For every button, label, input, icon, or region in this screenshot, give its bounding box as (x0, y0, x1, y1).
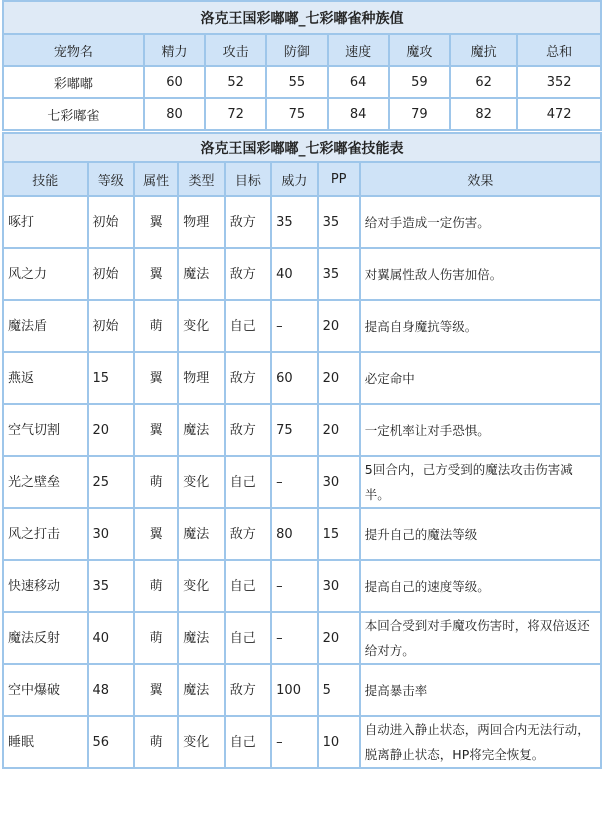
skill-pp-cell: 5 (319, 665, 359, 715)
skill-power-cell: – (272, 717, 316, 767)
skills-body (4, 197, 600, 767)
skill-pp-cell: 15 (319, 509, 359, 559)
skill-pp-cell: 20 (319, 353, 359, 403)
skill-power-cell: – (272, 613, 316, 663)
skill-type-cell: 魔法 (179, 509, 223, 559)
stats-cell: 352 (518, 67, 600, 97)
table-row (4, 353, 600, 403)
skill-power-cell: 100 (272, 665, 316, 715)
stats-header-cell: 防御 (267, 35, 326, 65)
skill-level-cell: 56 (89, 717, 133, 767)
skills-header-cell: 威力 (272, 163, 316, 195)
skill-effect-cell: 本回合受到对手魔攻伤害时，将双倍返还给对方。 (361, 613, 600, 663)
skill-name-cell: 魔法盾 (4, 301, 87, 351)
table-row (4, 301, 600, 351)
table-row (4, 717, 600, 767)
skill-target-cell: 敌方 (226, 405, 270, 455)
skill-effect-cell: 提升自己的魔法等级 (361, 509, 600, 559)
skill-target-cell: 敌方 (226, 665, 270, 715)
skill-pp-cell: 30 (319, 561, 359, 611)
skill-attribute-cell: 萌 (135, 561, 177, 611)
skill-type-cell: 魔法 (179, 405, 223, 455)
stats-table (2, 0, 602, 131)
stats-cell: 79 (390, 99, 449, 129)
skill-pp-cell: 20 (319, 301, 359, 351)
skill-pp-cell: 20 (319, 613, 359, 663)
stats-header-cell: 魔抗 (451, 35, 516, 65)
stats-header-cell: 攻击 (206, 35, 265, 65)
skill-type-cell: 魔法 (179, 249, 223, 299)
stats-cell: 60 (145, 67, 204, 97)
stats-header-cell: 速度 (329, 35, 388, 65)
skills-header-row (4, 163, 600, 195)
skill-power-cell: – (272, 301, 316, 351)
skills-header-cell: 目标 (226, 163, 270, 195)
skills-header-cell: 技能 (4, 163, 87, 195)
skill-name-cell: 风之力 (4, 249, 87, 299)
skill-name-cell: 睡眠 (4, 717, 87, 767)
skills-table-title: 洛克王国彩嘟嘟_七彩嘟雀技能表 (4, 134, 600, 161)
skills-header-cell: 效果 (361, 163, 600, 195)
skill-name-cell: 快速移动 (4, 561, 87, 611)
skill-type-cell: 变化 (179, 301, 223, 351)
skill-level-cell: 40 (89, 613, 133, 663)
skill-target-cell: 敌方 (226, 509, 270, 559)
skill-name-cell: 光之壁垒 (4, 457, 87, 507)
skill-effect-cell: 必定命中 (361, 353, 600, 403)
stats-header-cell: 总和 (518, 35, 600, 65)
skill-effect-cell: 5回合内，己方受到的魔法攻击伤害减半。 (361, 457, 600, 507)
skill-power-cell: – (272, 561, 316, 611)
skill-pp-cell: 35 (319, 197, 359, 247)
skill-type-cell: 魔法 (179, 613, 223, 663)
skill-attribute-cell: 翼 (135, 509, 177, 559)
table-row (4, 197, 600, 247)
skill-attribute-cell: 翼 (135, 665, 177, 715)
skill-level-cell: 初始 (89, 301, 133, 351)
skill-level-cell: 20 (89, 405, 133, 455)
skill-name-cell: 空中爆破 (4, 665, 87, 715)
table-row (4, 665, 600, 715)
table-row (4, 249, 600, 299)
skill-type-cell: 变化 (179, 561, 223, 611)
stats-cell: 七彩嘟雀 (4, 99, 143, 129)
skill-power-cell: – (272, 457, 316, 507)
skills-header-cell: 属性 (135, 163, 177, 195)
skill-pp-cell: 30 (319, 457, 359, 507)
skill-name-cell: 空气切割 (4, 405, 87, 455)
skill-target-cell: 自己 (226, 561, 270, 611)
skill-target-cell: 自己 (226, 457, 270, 507)
skill-name-cell: 魔法反射 (4, 613, 87, 663)
skill-attribute-cell: 翼 (135, 353, 177, 403)
skill-type-cell: 魔法 (179, 665, 223, 715)
table-row (4, 613, 600, 663)
skill-level-cell: 30 (89, 509, 133, 559)
skill-level-cell: 25 (89, 457, 133, 507)
stats-header-cell: 宠物名 (4, 35, 143, 65)
table-row (4, 561, 600, 611)
skill-target-cell: 自己 (226, 717, 270, 767)
stats-cell: 52 (206, 67, 265, 97)
skill-target-cell: 自己 (226, 301, 270, 351)
stats-cell: 55 (267, 67, 326, 97)
skill-attribute-cell: 翼 (135, 197, 177, 247)
stats-cell: 80 (145, 99, 204, 129)
skill-target-cell: 自己 (226, 613, 270, 663)
skill-level-cell: 35 (89, 561, 133, 611)
skill-pp-cell: 20 (319, 405, 359, 455)
skill-attribute-cell: 翼 (135, 249, 177, 299)
stats-header-cell: 精力 (145, 35, 204, 65)
stats-header-row (4, 35, 600, 65)
skill-type-cell: 变化 (179, 717, 223, 767)
page (2, 0, 602, 769)
skill-name-cell: 风之打击 (4, 509, 87, 559)
skill-level-cell: 48 (89, 665, 133, 715)
skill-effect-cell: 提高暴击率 (361, 665, 600, 715)
skill-power-cell: 80 (272, 509, 316, 559)
skill-power-cell: 60 (272, 353, 316, 403)
skill-pp-cell: 35 (319, 249, 359, 299)
stats-cell: 64 (329, 67, 388, 97)
skill-level-cell: 初始 (89, 249, 133, 299)
skills-header-cell: PP (319, 163, 359, 195)
skill-target-cell: 敌方 (226, 197, 270, 247)
table-row (4, 457, 600, 507)
skill-effect-cell: 提高自身魔抗等级。 (361, 301, 600, 351)
stats-cell: 62 (451, 67, 516, 97)
skill-effect-cell: 提高自己的速度等级。 (361, 561, 600, 611)
stats-cell: 75 (267, 99, 326, 129)
skill-target-cell: 敌方 (226, 353, 270, 403)
stats-cell: 82 (451, 99, 516, 129)
stats-table-title: 洛克王国彩嘟嘟_七彩嘟雀种族值 (4, 2, 600, 33)
skill-attribute-cell: 翼 (135, 405, 177, 455)
skill-power-cell: 40 (272, 249, 316, 299)
skill-power-cell: 35 (272, 197, 316, 247)
skills-table (2, 132, 602, 769)
skill-level-cell: 初始 (89, 197, 133, 247)
skill-type-cell: 物理 (179, 353, 223, 403)
skill-type-cell: 物理 (179, 197, 223, 247)
stats-cell: 84 (329, 99, 388, 129)
table-row (4, 67, 600, 97)
skill-effect-cell: 自动进入静止状态，两回合内无法行动，脱离静止状态，HP将完全恢复。 (361, 717, 600, 767)
skill-effect-cell: 给对手造成一定伤害。 (361, 197, 600, 247)
stats-cell: 彩嘟嘟 (4, 67, 143, 97)
skill-effect-cell: 一定机率让对手恐惧。 (361, 405, 600, 455)
skill-attribute-cell: 萌 (135, 717, 177, 767)
skill-pp-cell: 10 (319, 717, 359, 767)
skill-type-cell: 变化 (179, 457, 223, 507)
table-row (4, 509, 600, 559)
skill-level-cell: 15 (89, 353, 133, 403)
stats-header-cell: 魔攻 (390, 35, 449, 65)
stats-cell: 59 (390, 67, 449, 97)
skills-header-cell: 等级 (89, 163, 133, 195)
stats-body (4, 67, 600, 129)
table-row (4, 405, 600, 455)
skill-target-cell: 敌方 (226, 249, 270, 299)
skill-attribute-cell: 萌 (135, 301, 177, 351)
skill-power-cell: 75 (272, 405, 316, 455)
skill-name-cell: 燕返 (4, 353, 87, 403)
stats-cell: 72 (206, 99, 265, 129)
skills-header-cell: 类型 (179, 163, 223, 195)
skill-attribute-cell: 萌 (135, 457, 177, 507)
stats-cell: 472 (518, 99, 600, 129)
skill-name-cell: 啄打 (4, 197, 87, 247)
skill-effect-cell: 对翼属性敌人伤害加倍。 (361, 249, 600, 299)
table-row (4, 99, 600, 129)
skill-attribute-cell: 萌 (135, 613, 177, 663)
